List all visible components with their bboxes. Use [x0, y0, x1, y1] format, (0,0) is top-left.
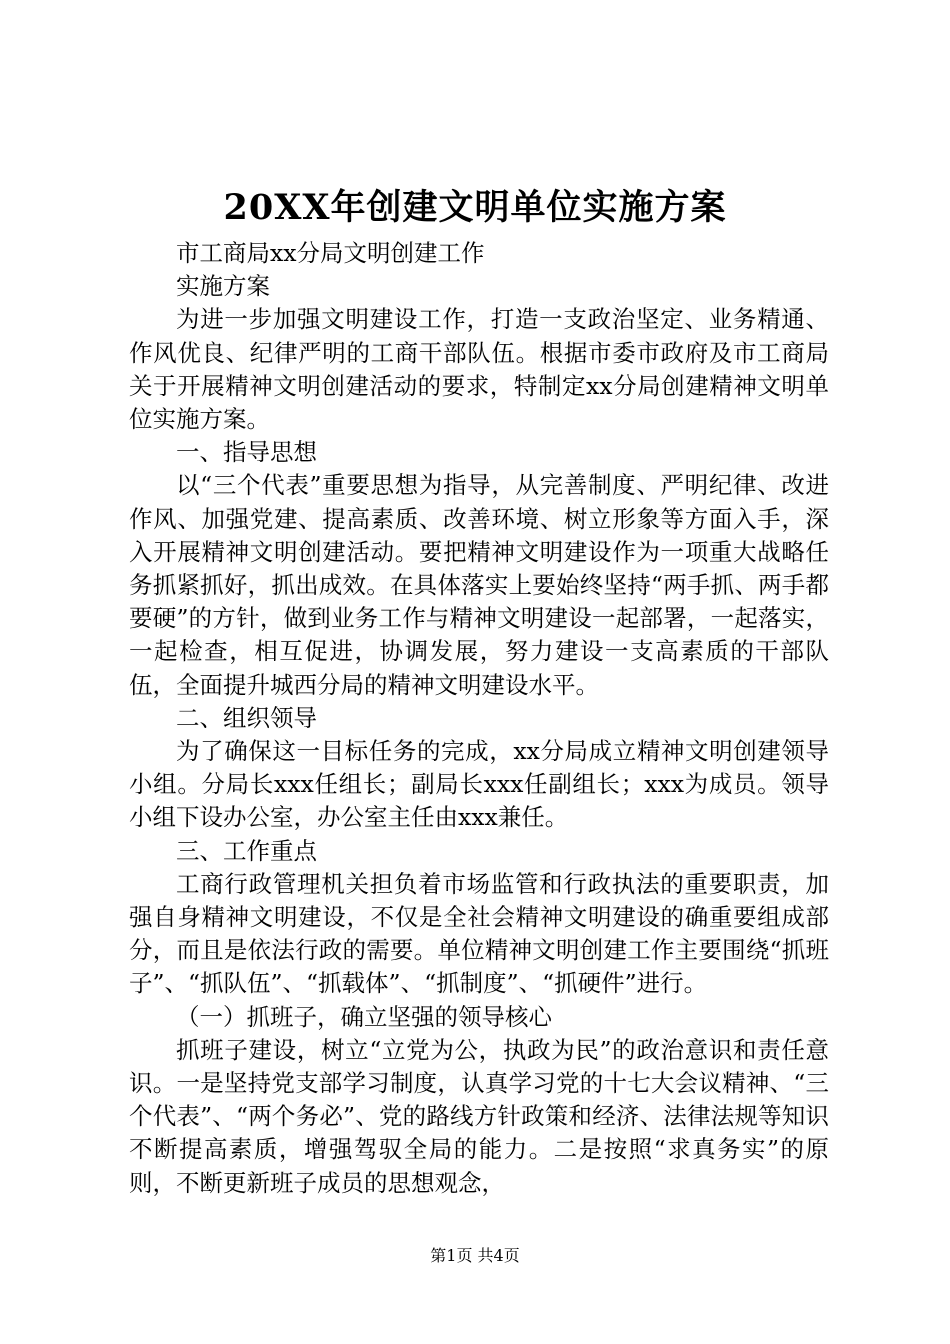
paragraph-intro: 为进一步加强文明建设工作，打造一支政治坚定、业务精通、作风优良、纪律严明的工商干部队伍。根据市委市政府及市工商局关于开展精神文明创建活动的要求，特制定xx分局创建精神文明单位实施方案。	[129, 305, 829, 434]
paragraph-guiding-thought: 以“三个代表”重要思想为指导，从完善制度、严明纪律、改进作风、加强党建、提高素质、改善环境、树立形象等方面入手，深入开展精神文明创建活动。要把精神文明建设作为一项重大战略任务抓紧抓好，抓出成效。在具体落实上要始终坚持“两手抓、两手都要硬”的方针，做到业务工作与精神文明建设一起部署，一起落实，一起检查，相互促进，协调发展，努力建设一支高素质的干部队伍，全面提升城西分局的精神文明建设水平。	[129, 471, 829, 699]
paragraph-organization: 为了确保这一目标任务的完成，xx分局成立精神文明创建领导小组。分局长xxx任组长；副局长xxx任副组长；xxx为成员。领导小组下设办公室，办公室主任由xxx兼任。	[129, 737, 829, 832]
paragraph-dept-line: 市工商局xx分局文明创建工作	[176, 239, 485, 267]
paragraph-leadership: 抓班子建设，树立“立党为公，执政为民”的政治意识和责任意识。一是坚持党支部学习制度，认真学习党的十七大会议精神、“三个代表”、“两个务必”、党的路线方针政策和经济、法律法规等知识不断提高素质，增强驾驭全局的能力。二是按照“求真务实”的原则，不断更新班子成员的思想观念，	[129, 1035, 829, 1197]
document-body	[129, 237, 829, 1200]
document-title: 20XX年创建文明单位实施方案	[223, 187, 727, 228]
subsection-heading-leadership: （一）抓班子，确立坚强的领导核心	[176, 1002, 552, 1031]
section-heading-organization: 二、组织领导	[176, 703, 317, 732]
section-heading-guiding-thought: 一、指导思想	[176, 438, 317, 467]
paragraph-work-focus: 工商行政管理机关担负着市场监管和行政执法的重要职责，加强自身精神文明建设，不仅是全社会精神文明建设的确重要组成部分，而且是依法行政的需要。单位精神文明创建工作主要围绕“抓班子”、“抓队伍”、“抓载体”、“抓制度”、“抓硬件”进行。	[129, 869, 829, 998]
section-heading-work-focus: 三、工作重点	[176, 836, 317, 865]
page-number-footer: 第1页 共4页	[430, 1246, 520, 1265]
paragraph-subtitle: 实施方案	[176, 272, 270, 301]
